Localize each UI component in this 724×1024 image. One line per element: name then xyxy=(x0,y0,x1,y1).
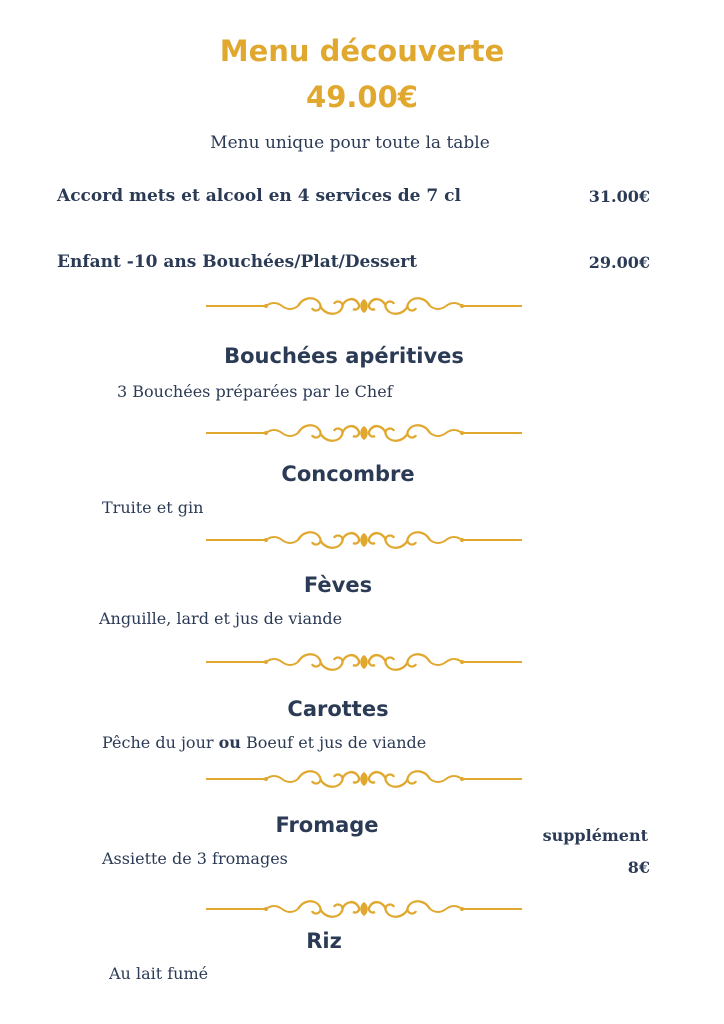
menu-title: Menu découverte xyxy=(219,34,505,68)
option-label-pairing: Accord mets et alcool en 4 services de 7 cl xyxy=(57,186,461,206)
section-title-concombre: Concombre xyxy=(281,462,415,486)
section-desc-carottes-or: ou xyxy=(218,733,241,752)
section-desc-feves: Anguille, lard et jus de viande xyxy=(99,609,343,628)
section-title-carottes: Carottes xyxy=(287,697,389,721)
option-price-pairing: 31.00€ xyxy=(588,187,650,206)
option-price-child: 29.00€ xyxy=(588,253,650,272)
section-desc-riz: Au lait fumé xyxy=(109,964,209,983)
ornament-divider xyxy=(204,422,524,444)
menu-price: 49.00€ xyxy=(306,80,418,114)
menu-subtitle: Menu unique pour toute la table xyxy=(210,133,490,153)
section-title-bouchees: Bouchées apéritives xyxy=(224,344,464,368)
section-desc-bouchees: 3 Bouchées préparées par le Chef xyxy=(117,382,393,401)
ornament-divider xyxy=(204,651,524,673)
supplement-label: supplément xyxy=(542,826,648,845)
section-desc-carottes xyxy=(102,733,426,752)
ornament-divider xyxy=(204,529,524,551)
section-desc-concombre: Truite et gin xyxy=(102,498,204,517)
section-title-feves: Fèves xyxy=(303,573,373,597)
option-label-child: Enfant -10 ans Bouchées/Plat/Dessert xyxy=(57,252,418,272)
ornament-divider xyxy=(204,768,524,790)
ornament-divider xyxy=(204,898,524,920)
section-desc-carottes-beef: Boeuf et jus de viande xyxy=(246,733,427,752)
section-desc-fromage: Assiette de 3 fromages xyxy=(102,849,288,868)
section-title-riz: Riz xyxy=(306,929,342,953)
supplement-price: 8€ xyxy=(627,858,650,877)
section-desc-carottes-fish: Pêche du jour xyxy=(102,733,214,752)
section-title-fromage: Fromage xyxy=(275,813,379,837)
ornament-divider xyxy=(204,295,524,317)
